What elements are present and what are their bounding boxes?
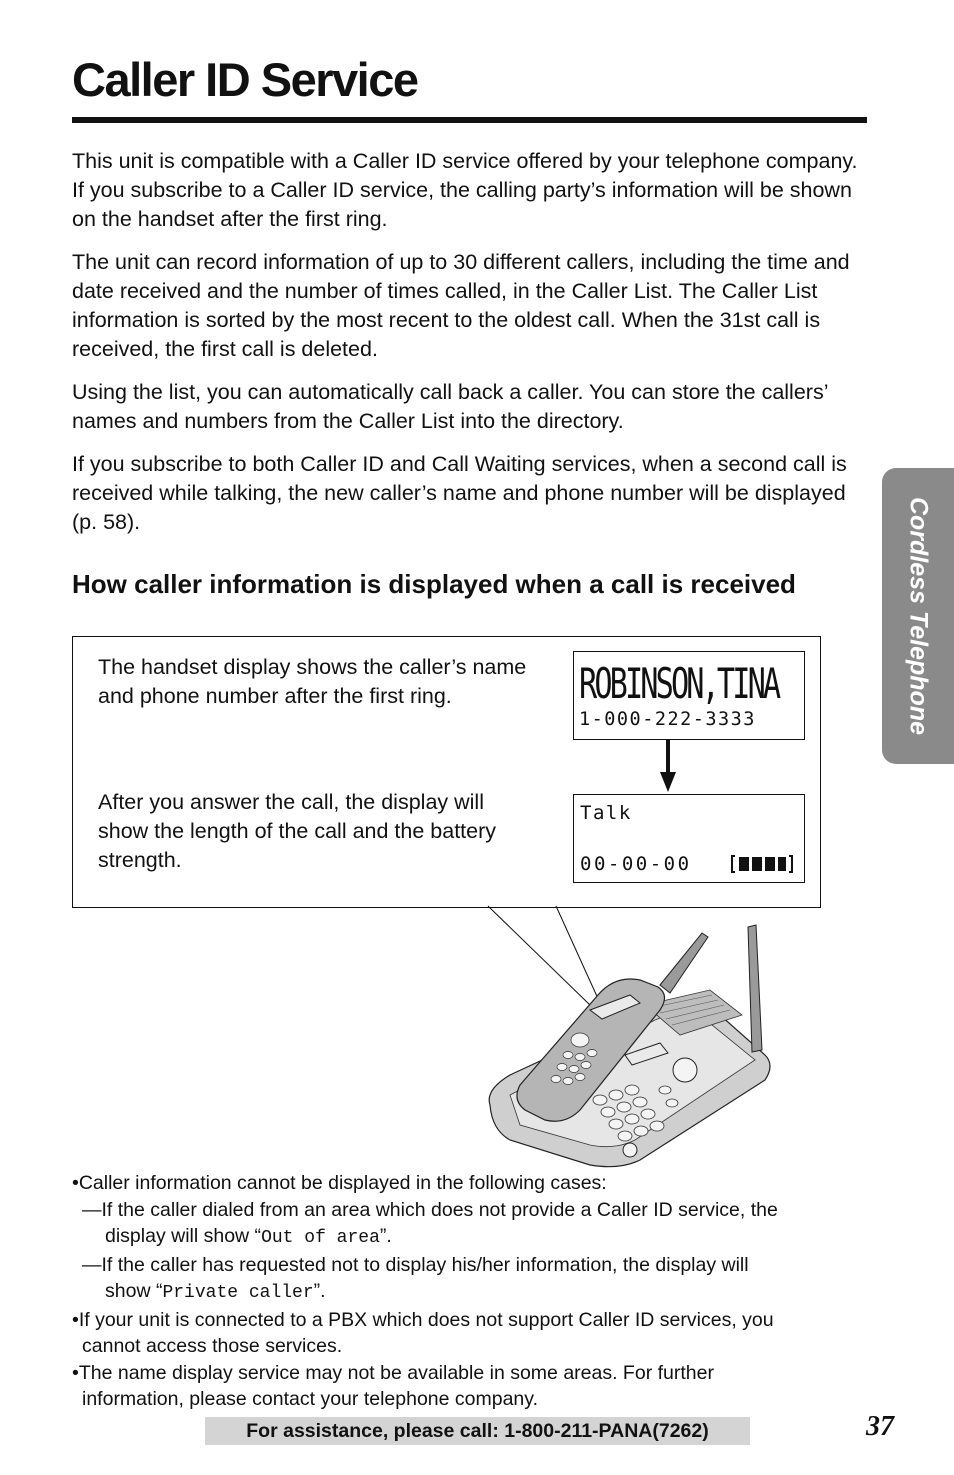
page-number: 37 bbox=[866, 1411, 894, 1442]
talk-display bbox=[573, 794, 805, 883]
note-intro: •Caller information cannot be displayed in the following cases: bbox=[72, 1172, 607, 1194]
arrow-down-icon bbox=[658, 740, 678, 792]
talk-status: Talk bbox=[580, 802, 632, 824]
paragraph-caller-list: The unit can record information of up to 30 different callers, including the time and date received and the number of times called, in the Caller List. The Caller List information is sorted by the most recent to the oldest call. When the 31st call is received, the first call is deleted. bbox=[72, 250, 850, 361]
section-heading: How caller information is displayed when a call is received bbox=[72, 569, 796, 599]
display-message-out-of-area: Out of area bbox=[261, 1228, 380, 1248]
first-ring-text: The handset display shows the caller’s name and phone number after the first ring. bbox=[98, 655, 527, 708]
side-tab-label: Cordless Telephone bbox=[904, 496, 933, 736]
paragraph-call-waiting: If you subscribe to both Caller ID and Call Waiting services, when a second call is received while talking, the new caller’s name and phone number will be displayed (p. 58). bbox=[72, 452, 847, 534]
notes-list bbox=[72, 1170, 872, 1413]
note-name-display: •The name display service may not be available in some areas. For further bbox=[72, 1361, 714, 1384]
note-name-display-cont: information, please contact your telephone company. bbox=[82, 1388, 538, 1410]
assistance-banner: For assistance, please call: 1-800-211-PANA(7262) bbox=[205, 1417, 750, 1445]
paragraph-call-back: Using the list, you can automatically call back a caller. You can store the callers’ names and numbers from the Caller List into the directory. bbox=[72, 380, 828, 433]
note-case-out-of-area-cont: display will show “Out of area”. bbox=[105, 1225, 392, 1248]
cordless-phone-illustration bbox=[480, 915, 780, 1170]
page-title: Caller ID Service bbox=[72, 53, 418, 106]
display-explanation-box bbox=[72, 636, 821, 908]
ring-display bbox=[573, 651, 805, 740]
caller-name: ROBINSON,TINA bbox=[579, 659, 779, 708]
note-case-private: —If the caller has requested not to display his/her information, the display will bbox=[82, 1253, 749, 1276]
note-pbx: •If your unit is connected to a PBX which does not support Caller ID services, you bbox=[72, 1308, 774, 1331]
after-answer-text: After you answer the call, the display will show the length of the call and the battery strength. bbox=[98, 790, 497, 872]
battery-full-icon bbox=[730, 853, 794, 875]
call-timer: 00-00-00 bbox=[580, 853, 692, 875]
display-message-private-caller: Private caller bbox=[162, 1283, 314, 1303]
note-case-private-cont: show “Private caller”. bbox=[105, 1280, 326, 1303]
paragraph-compatibility: This unit is compatible with a Caller ID service offered by your telephone company. If you subscribe to a Caller ID service, the calling party’s information will be shown on the handset after the first ring. bbox=[72, 149, 858, 231]
note-pbx-cont: cannot access those services. bbox=[82, 1335, 343, 1357]
caller-number: 1-000-222-3333 bbox=[579, 709, 756, 730]
title-rule bbox=[72, 117, 867, 123]
note-case-out-of-area: —If the caller dialed from an area which does not provide a Caller ID service, the bbox=[82, 1198, 778, 1221]
section-side-tab bbox=[882, 468, 954, 764]
